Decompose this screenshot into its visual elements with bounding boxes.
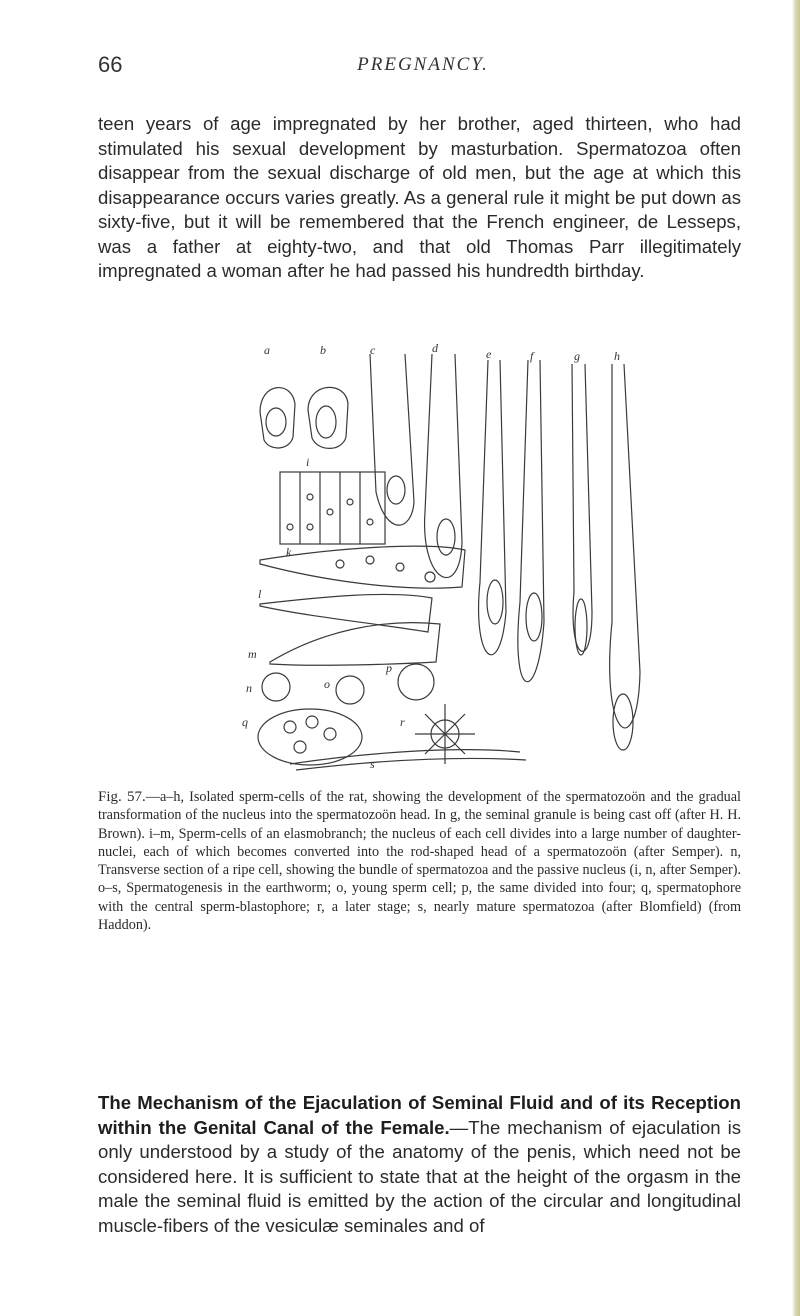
cell-m-drawing (270, 623, 440, 666)
cell-p-drawing (398, 664, 434, 700)
cell-n-drawing (262, 673, 290, 701)
cell-r-drawing (415, 704, 475, 764)
page-number: 66 (98, 52, 123, 77)
label-a: a (264, 343, 270, 357)
cell-d-drawing (425, 354, 462, 578)
label-m: m (248, 647, 257, 661)
page-header (98, 52, 748, 82)
section-text: —The mechanism of ejaculation is only understood by a study of the anatomy of the penis, which need not be considered here. It is sufficient to state that at the height of the orgasm in the male the seminal fluid is emitted by the action of the circular and longitudinal muscle-fibers of the vesiculæ seminales and of (98, 1116, 741, 1236)
label-e: e (486, 347, 492, 361)
label-c: c (370, 343, 376, 357)
label-i: i (306, 455, 310, 469)
figure-label: Fig. 57. (98, 789, 146, 805)
label-d: d (432, 342, 438, 355)
label-p: p (386, 661, 392, 675)
label-f: f (530, 349, 534, 363)
figure-illustration (200, 342, 670, 774)
label-b: b (320, 343, 326, 357)
label-g: g (574, 349, 580, 363)
cell-i-drawing (280, 472, 385, 544)
figure-caption (98, 788, 741, 934)
cell-h-drawing (610, 364, 640, 728)
label-s: s (370, 757, 375, 771)
page-edge (792, 0, 800, 1316)
section-paragraph (98, 1091, 741, 1238)
label-n: n (246, 681, 252, 695)
body-paragraph: teen years of age impregnated by her brother, aged thirteen, who had stimulated his sexual development by masturbation. Spermatozoa often disappear from the sexual discharge of old men, but the age at which this disappearance occurs varies greatly. As a general rule it might be put down as sixty-five, but it will be remembered that the French engineer, de Lesseps, was a father at eighty-two, and that old Thomas Parr illegitimately impregnated a woman after he had passed his hundredth birthday. (98, 113, 741, 281)
cell-a-drawing (260, 388, 295, 448)
label-h: h (614, 349, 620, 363)
cell-s-drawing (290, 750, 520, 764)
label-l: l (258, 587, 262, 601)
section-heading: The Mechanism of the Ejaculation of Seminal Fluid and of its Reception within the Genital Canal of the Female. (98, 1092, 741, 1138)
label-o: o (324, 677, 330, 691)
label-q: q (242, 715, 248, 729)
cell-g-drawing (572, 364, 592, 651)
caption-text: —a–h, Isolated sperm-cells of the rat, showing the development of the spermatozoön and the gradual transformation of the nucleus into the spermatozoön head. In g, the seminal granule is being cast off (after H. H. Brown). i–m, Sperm-cells of an elasmobranch; the nucleus of each cell divides into a large number of daughter-nuclei, each of which becomes converted into the rod-shaped head of a spermatozoön (after Semper). n, Transverse section of a ripe cell, showing the bundle of spermatozoa and the passive nucleus (i, n, after Semper). o–s, Spermatogenesis in the earthworm; o, young sperm cell; p, the same divided into four; q, spermatophore with the central sperm-blastophore; r, a later stage; s, nearly mature spermatozoa (after Blomfield) (from Haddon). (98, 789, 741, 934)
running-head: PREGNANCY. (357, 54, 489, 75)
sperm-cell-drawings (200, 342, 670, 774)
cell-o-drawing (336, 676, 364, 704)
cell-b-drawing (308, 387, 348, 448)
label-k: k (286, 545, 292, 559)
label-r: r (400, 715, 405, 729)
cell-l-drawing (260, 594, 432, 632)
cell-c-drawing (370, 354, 414, 525)
